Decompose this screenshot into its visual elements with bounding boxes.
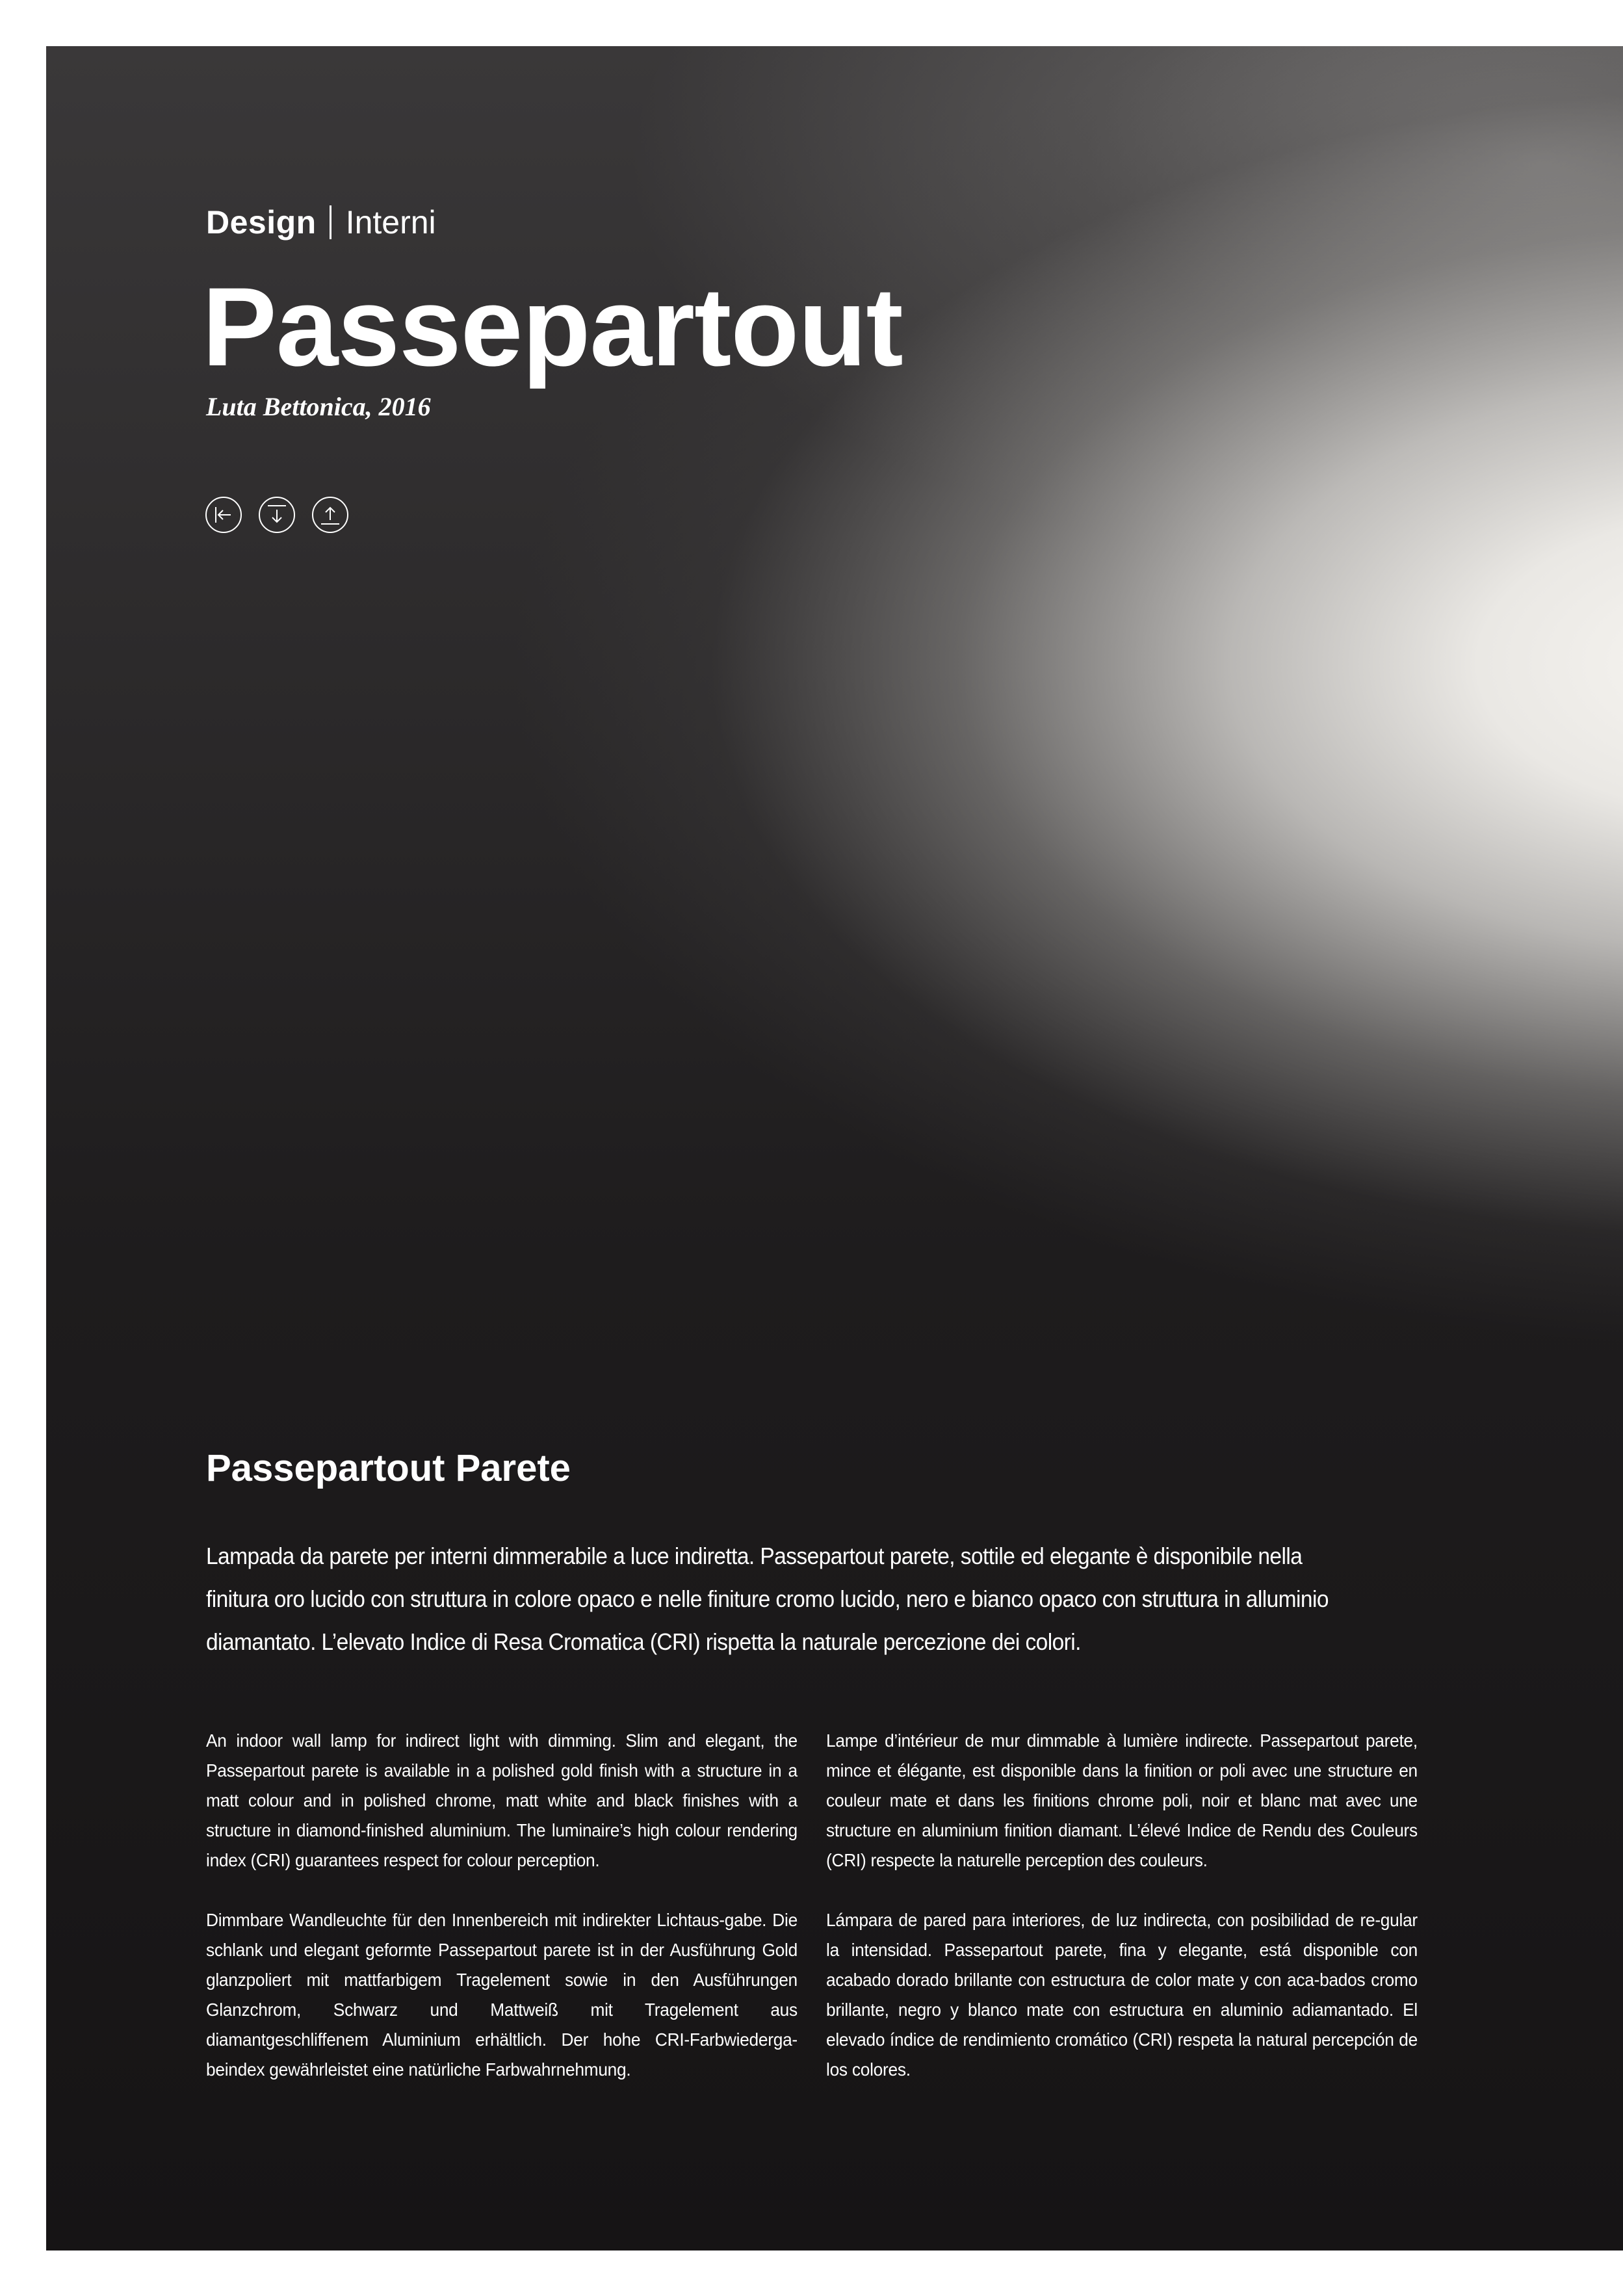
kicker-interni: Interni <box>345 204 436 241</box>
kicker-divider <box>330 205 331 239</box>
nav-icons <box>205 496 349 534</box>
category-kicker <box>206 200 436 245</box>
text-spanish: Lámpara de pared para interiores, de luz indirecta, con posibilidad de re-gular la intensidad. Passepartout parete, fina y elegante, está disponible con acabado dorado brillante con estructura de color mate y con aca-bados cromo brillante, negro y blanco mate con estructura en aluminio adiamantado. El elevado índice de rendimiento cromático (CRI) respeta la natural percepción de los colores. <box>826 1910 1418 2080</box>
arrow-up-icon[interactable] <box>311 496 349 534</box>
arrow-down-icon[interactable] <box>258 496 296 534</box>
text-english: An indoor wall lamp for indirect light with dimming. Slim and elegant, the Passepartout parete is available in a polished gold finish with a structure in a matt colour and in polished chrome, matt white and black finishes with a structure in diamond-finished aluminium. The luminaire’s high colour rendering index (CRI) guarantees respect for colour perception. <box>206 1730 798 1870</box>
lead-italian: Lampada da parete per interni dimmerabile a luce indiretta. Passepartout parete, sottile ed elegante è disponibile nella finitura oro lucido con struttura in colore opaco e nelle finiture cromo lucido, nero e bianco opaco con struttura in alluminio diamantato. L’elevato Indice di Resa Cromatica (CRI) rispetta la naturale percezione dei colori. <box>206 1543 1329 1655</box>
text-french: Lampe d’intérieur de mur dimmable à lumière indirecte. Passepartout parete, mince et élégante, est disponible dans la finition or poli avec une structure en couleur mate et dans les finitions chrome poli, noir et blanc mat avec une structure en aluminium finition diamant. L’élevé Indice de Rendu des Couleurs (CRI) respecte la naturelle perception des couleurs. <box>826 1730 1418 1870</box>
text-german: Dimmbare Wandleuchte für den Innenbereich mit indirekter Lichtaus-gabe. Die schlank und elegant geformte Passepartout parete ist in der Ausführung Gold glanzpoliert mit mattfarbigem Tragelement sowie in den Ausführungen Glanzchrom, Schwarz und Mattweiß mit Tragelement aus diamantgeschliffenem Aluminium erhältlich. Der hohe CRI-Farbwiederga-beindex gewährleistet eine natürliche Farbwahrnehmung. <box>206 1910 798 2080</box>
kicker-design: Design <box>206 204 317 241</box>
page-title: Passepartout <box>202 265 903 389</box>
hero-panel <box>46 46 1623 2250</box>
designer-credit: Luta Bettonica, 2016 <box>206 392 431 421</box>
product-title: Passepartout Parete <box>206 1447 571 1489</box>
arrow-left-icon[interactable] <box>205 496 242 534</box>
